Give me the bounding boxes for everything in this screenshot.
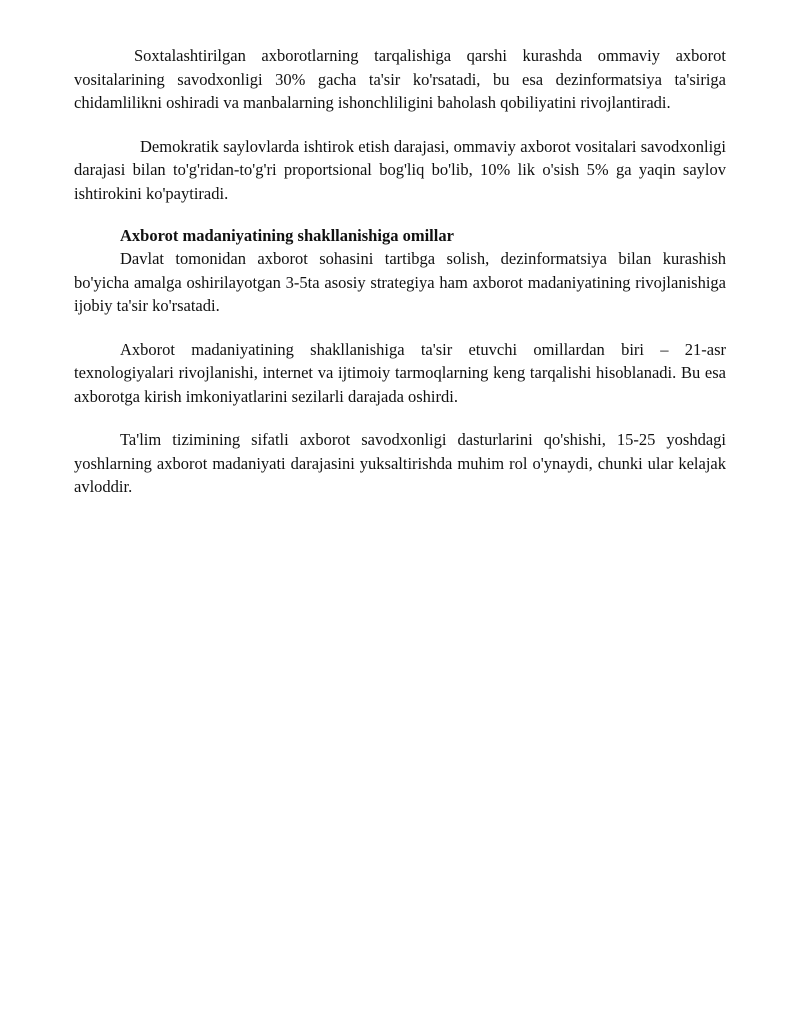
paragraph-misinformation: Soxtalashtirilgan axborotlarning tarqalishiga qarshi kurashda ommaviy axborot vositalarining savodxonligi 30% gacha ta'sir ko'rsatadi, bu esa dezinformatsiya ta'siriga chidamlilikni oshiradi va manbalarning ishonchliligini baholash qobiliyatini rivojlantiradi.: [74, 46, 726, 112]
document-page: [74, 44, 726, 499]
spacer: [74, 408, 726, 428]
section-heading: Axborot madaniyatining shakllanishiga omillar: [120, 226, 454, 245]
spacer: [74, 318, 726, 338]
paragraph-state-regulation: Davlat tomonidan axborot sohasini tartibga solish, dezinformatsiya bilan kurashish bo'yicha amalga oshirilayotgan 3-5ta asosiy strategiya ham axborot madaniyatining rivojlanishiga ijobiy ta'sir ko'rsatadi.: [74, 249, 726, 315]
spacer: [74, 115, 726, 135]
spacer: [74, 205, 726, 225]
paragraph-elections: Demokratik saylovlarda ishtirok etish darajasi, ommaviy axborot vositalari savodxonligi darajasi bilan to'g'ridan-to'g'ri proportsional bog'liq bo'lib, 10% lik o'sish 5% ga yaqin saylov ishtirokini ko'paytiradi.: [74, 136, 726, 203]
paragraph-technology: Axborot madaniyatining shakllanishiga ta'sir etuvchi omillardan biri – 21-asr texnologiyalari rivojlanishi, internet va ijtimoiy tarmoqlarning keng tarqalishi hisoblanadi. Bu esa axborotga kirish imkoniyatlarini sezilarli darajada oshirdi.: [74, 339, 726, 406]
paragraph-education: Ta'lim tizimining sifatli axborot savodxonligi dasturlarini qo'shishi, 15-25 yoshdagi yoshlarning axborot madaniyati darajasini yuksaltirishda muhim rol o'ynaydi, chunki ular kelajak avloddir.: [74, 430, 726, 496]
